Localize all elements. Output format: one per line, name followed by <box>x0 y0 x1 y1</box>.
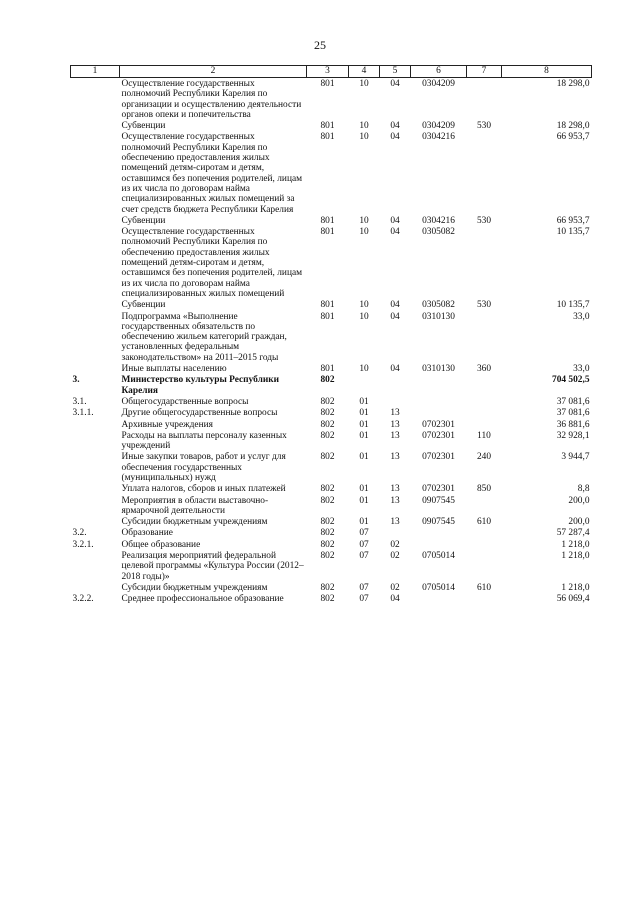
amount: 10 135,7 <box>556 227 590 238</box>
table-header <box>71 66 592 78</box>
subsection-code: 04 <box>390 300 400 311</box>
row-number <box>71 120 120 131</box>
expense-type <box>467 527 502 538</box>
table-row <box>71 215 592 226</box>
amount: 56 069,4 <box>556 594 590 605</box>
target-article <box>411 374 467 396</box>
row-number <box>71 215 120 226</box>
section-code: 01 <box>359 452 369 463</box>
target-article <box>411 593 467 604</box>
target-article: 0702301 <box>422 484 455 495</box>
target-article: 0907545 <box>422 517 455 528</box>
table-row <box>71 483 592 494</box>
column-header: 1 <box>71 66 120 78</box>
section-code: 10 <box>359 364 369 375</box>
target-article: 0702301 <box>422 430 455 441</box>
admin-code: 801 <box>320 132 335 143</box>
row-name: Осуществление государственных полномочий Республики Карелия по организации и осуществлению деятельности органов опеки и попечительства <box>121 79 302 120</box>
table-row <box>71 226 592 299</box>
row-number <box>71 550 120 582</box>
expense-type <box>467 495 502 517</box>
row-name: Субсидии бюджетным учреждениям <box>121 582 268 593</box>
subsection-code: 13 <box>390 419 400 430</box>
row-number <box>71 363 120 374</box>
expense-type <box>467 78 502 121</box>
target-article: 0702301 <box>422 419 455 430</box>
subsection-code: 04 <box>390 79 400 89</box>
amount: 1 218,0 <box>561 582 590 593</box>
amount: 57 287,4 <box>556 528 590 539</box>
expense-type <box>467 593 502 604</box>
admin-code: 802 <box>320 539 335 550</box>
target-article: 0705014 <box>422 582 455 593</box>
table-row <box>71 120 592 131</box>
target-article: 0702301 <box>422 452 455 463</box>
amount: 8,8 <box>577 484 590 495</box>
section-code: 01 <box>359 408 369 419</box>
page-number: 25 <box>314 38 326 52</box>
admin-code: 801 <box>320 215 335 226</box>
amount: 200,0 <box>568 495 590 506</box>
row-number <box>71 582 120 593</box>
admin-code: 802 <box>320 528 335 539</box>
row-name: Субвенции <box>121 121 166 132</box>
admin-code: 802 <box>320 551 335 562</box>
target-article <box>411 527 467 538</box>
admin-code: 802 <box>320 452 335 463</box>
expense-type: 360 <box>476 364 492 375</box>
row-number <box>71 419 120 430</box>
row-number: 3.2. <box>72 528 87 539</box>
subsection-code: 02 <box>390 582 400 593</box>
target-article <box>411 407 467 418</box>
row-number: 3. <box>72 375 80 386</box>
row-name: Подпрограмма «Выполнение государственных обязательств по обеспечению жильем категорий граждан, установленных федеральным законодательством» на 2011–2015 годы <box>121 311 287 363</box>
amount: 1 218,0 <box>561 539 590 550</box>
row-name: Иные выплаты населению <box>121 364 227 375</box>
table-row <box>71 430 592 452</box>
row-name: Другие общегосударственные вопросы <box>121 408 278 419</box>
subsection-code: 13 <box>390 495 400 506</box>
amount: 704 502,5 <box>552 375 590 386</box>
row-name: Осуществление государственных полномочий Республики Карелия по обеспечению предоставления жилых помещений детям-сиротам и детям, оставшимся без попечения родителей, лицам из их числа по договорам найма специализированных жилых помещений за счет средств бюджета Республики Карелия <box>121 132 303 215</box>
table-row <box>71 311 592 363</box>
row-name: Мероприятия в области выставочно-ярмарочной деятельности <box>121 495 269 516</box>
table-row <box>71 78 592 121</box>
admin-code: 801 <box>320 311 335 322</box>
target-article: 0304216 <box>422 132 455 143</box>
table-row <box>71 419 592 430</box>
table-row <box>71 593 592 604</box>
subsection-code: 04 <box>390 594 400 605</box>
section-code: 07 <box>359 539 369 550</box>
target-article: 0310130 <box>422 364 455 375</box>
row-number: 3.2.1. <box>72 539 94 550</box>
header-row <box>71 66 592 78</box>
admin-code: 802 <box>320 408 335 419</box>
row-name: Уплата налогов, сборов и иных платежей <box>121 484 286 495</box>
amount: 36 881,6 <box>556 419 590 430</box>
amount: 66 953,7 <box>556 215 590 226</box>
amount: 33,0 <box>573 311 590 322</box>
section-code: 01 <box>359 517 369 528</box>
target-article: 0304209 <box>422 121 455 132</box>
subsection-code: 13 <box>390 517 400 528</box>
table-row <box>71 396 592 407</box>
subsection-code: 04 <box>390 364 400 375</box>
section-code: 10 <box>359 121 369 132</box>
row-number: 3.1. <box>72 396 87 407</box>
section-code: 07 <box>359 528 369 539</box>
admin-code: 802 <box>320 582 335 593</box>
target-article <box>411 539 467 550</box>
subsection-code: 13 <box>390 408 400 419</box>
section-code: 10 <box>359 227 369 238</box>
table-row <box>71 374 592 396</box>
row-name: Субсидии бюджетным учреждениям <box>121 517 268 528</box>
target-article: 0305082 <box>422 227 455 238</box>
row-number: 3.2.2. <box>72 594 94 605</box>
expense-type <box>467 374 502 396</box>
amount: 66 953,7 <box>556 132 590 143</box>
table-row <box>71 527 592 538</box>
subsection-code: 13 <box>390 452 400 463</box>
subsection-code <box>380 527 411 538</box>
table-row <box>71 299 592 310</box>
row-number: 3.1.1. <box>72 408 94 419</box>
admin-code: 801 <box>320 79 335 89</box>
row-number <box>71 299 120 310</box>
expense-type: 240 <box>476 452 492 463</box>
table-body <box>71 78 592 605</box>
expense-type <box>467 396 502 407</box>
admin-code: 802 <box>320 430 335 441</box>
subsection-code: 04 <box>390 227 400 238</box>
admin-code: 802 <box>320 594 335 605</box>
admin-code: 802 <box>320 396 335 407</box>
row-number <box>71 516 120 527</box>
row-number <box>71 483 120 494</box>
expense-type <box>467 550 502 582</box>
amount: 37 081,6 <box>556 408 590 419</box>
budget-table <box>70 65 592 605</box>
section-code: 10 <box>359 300 369 311</box>
section-code: 10 <box>359 132 369 143</box>
admin-code: 802 <box>320 495 335 506</box>
section-code: 01 <box>359 495 369 506</box>
expense-type <box>467 311 502 363</box>
row-name: Иные закупки товаров, работ и услуг для обеспечения государственных (муниципальных) нужд <box>121 452 286 483</box>
subsection-code <box>380 396 411 407</box>
target-article: 0304216 <box>422 215 455 226</box>
subsection-code: 04 <box>390 215 400 226</box>
row-name: Среднее профессиональное образование <box>121 594 284 605</box>
column-header: 2 <box>120 66 307 78</box>
expense-type: 110 <box>477 430 491 441</box>
admin-code: 802 <box>320 484 335 495</box>
expense-type <box>467 131 502 214</box>
row-number <box>71 131 120 214</box>
section-code: 10 <box>359 79 369 89</box>
amount: 10 135,7 <box>556 300 590 311</box>
subsection-code: 04 <box>390 311 400 322</box>
amount: 18 298,0 <box>556 121 590 132</box>
admin-code: 802 <box>320 517 335 528</box>
row-name: Субвенции <box>121 215 166 226</box>
subsection-code: 13 <box>390 484 400 495</box>
column-header: 7 <box>467 66 502 78</box>
admin-code: 801 <box>320 227 335 238</box>
subsection-code <box>380 374 411 396</box>
section-code <box>349 374 380 396</box>
column-header: 6 <box>411 66 467 78</box>
expense-type <box>467 419 502 430</box>
row-name: Образование <box>121 528 173 539</box>
table-row <box>71 451 592 483</box>
row-name: Осуществление государственных полномочий Республики Карелия по обеспечению предоставления жилых помещений детям-сиротам и детям, оставшимся без попечения родителей, лицам из их числа по договорам найма специализированных жилых помещений <box>121 227 303 299</box>
target-article: 0310130 <box>422 311 455 322</box>
table-row <box>71 539 592 550</box>
admin-code: 801 <box>320 300 335 311</box>
target-article <box>411 396 467 407</box>
row-number <box>71 226 120 299</box>
target-article: 0304209 <box>422 79 455 89</box>
amount: 3 944,7 <box>561 452 590 463</box>
amount: 37 081,6 <box>556 396 590 407</box>
target-article: 0907545 <box>422 495 455 506</box>
column-header: 4 <box>349 66 380 78</box>
expense-type: 530 <box>476 215 492 226</box>
table-row <box>71 363 592 374</box>
column-header: 8 <box>502 66 592 78</box>
target-article: 0705014 <box>422 551 455 562</box>
row-number <box>71 78 120 121</box>
table-row <box>71 516 592 527</box>
section-code: 07 <box>359 594 369 605</box>
section-code: 01 <box>359 430 369 441</box>
table-row <box>71 407 592 418</box>
subsection-code: 04 <box>390 121 400 132</box>
section-code: 07 <box>359 551 369 562</box>
expense-type <box>467 407 502 418</box>
row-name: Архивные учреждения <box>121 419 213 430</box>
row-name: Общее образование <box>121 539 201 550</box>
amount: 200,0 <box>568 517 590 528</box>
row-name: Общегосударственные вопросы <box>121 396 249 407</box>
section-code: 07 <box>359 582 369 593</box>
table-row <box>71 131 592 214</box>
admin-code: 802 <box>320 375 335 386</box>
section-code: 01 <box>359 419 369 430</box>
column-header: 3 <box>307 66 349 78</box>
expense-type: 530 <box>476 300 492 311</box>
subsection-code: 04 <box>390 132 400 143</box>
amount: 18 298,0 <box>556 79 590 89</box>
admin-code: 801 <box>320 121 335 132</box>
amount: 1 218,0 <box>561 551 590 562</box>
admin-code: 801 <box>320 364 335 375</box>
column-header: 5 <box>380 66 411 78</box>
subsection-code: 13 <box>390 430 400 441</box>
row-number <box>71 311 120 363</box>
section-code: 10 <box>359 215 369 226</box>
subsection-code: 02 <box>390 551 400 562</box>
section-code: 10 <box>359 311 369 322</box>
table-row <box>71 582 592 593</box>
expense-type: 610 <box>476 582 492 593</box>
row-name: Расходы на выплаты персоналу казенных учреждений <box>121 430 287 452</box>
subsection-code: 02 <box>390 539 400 550</box>
admin-code: 802 <box>320 419 335 430</box>
expense-type: 610 <box>476 517 492 528</box>
row-number <box>71 430 120 452</box>
expense-type <box>467 226 502 299</box>
expense-type <box>467 539 502 550</box>
section-code: 01 <box>359 396 369 407</box>
row-name: Субвенции <box>121 300 166 311</box>
row-name: Министерство культуры Республики Карелия <box>121 375 280 396</box>
row-number <box>71 495 120 517</box>
row-number <box>71 451 120 483</box>
section-code: 01 <box>359 484 369 495</box>
row-name: Реализация мероприятий федеральной целевой программы «Культура России (2012–2018 годы)» <box>121 551 304 582</box>
amount: 32 928,1 <box>556 430 590 441</box>
expense-type: 530 <box>476 121 492 132</box>
amount: 33,0 <box>573 364 590 375</box>
table-row <box>71 495 592 517</box>
target-article: 0305082 <box>422 300 455 311</box>
expense-type: 850 <box>476 484 492 495</box>
table-row <box>71 550 592 582</box>
